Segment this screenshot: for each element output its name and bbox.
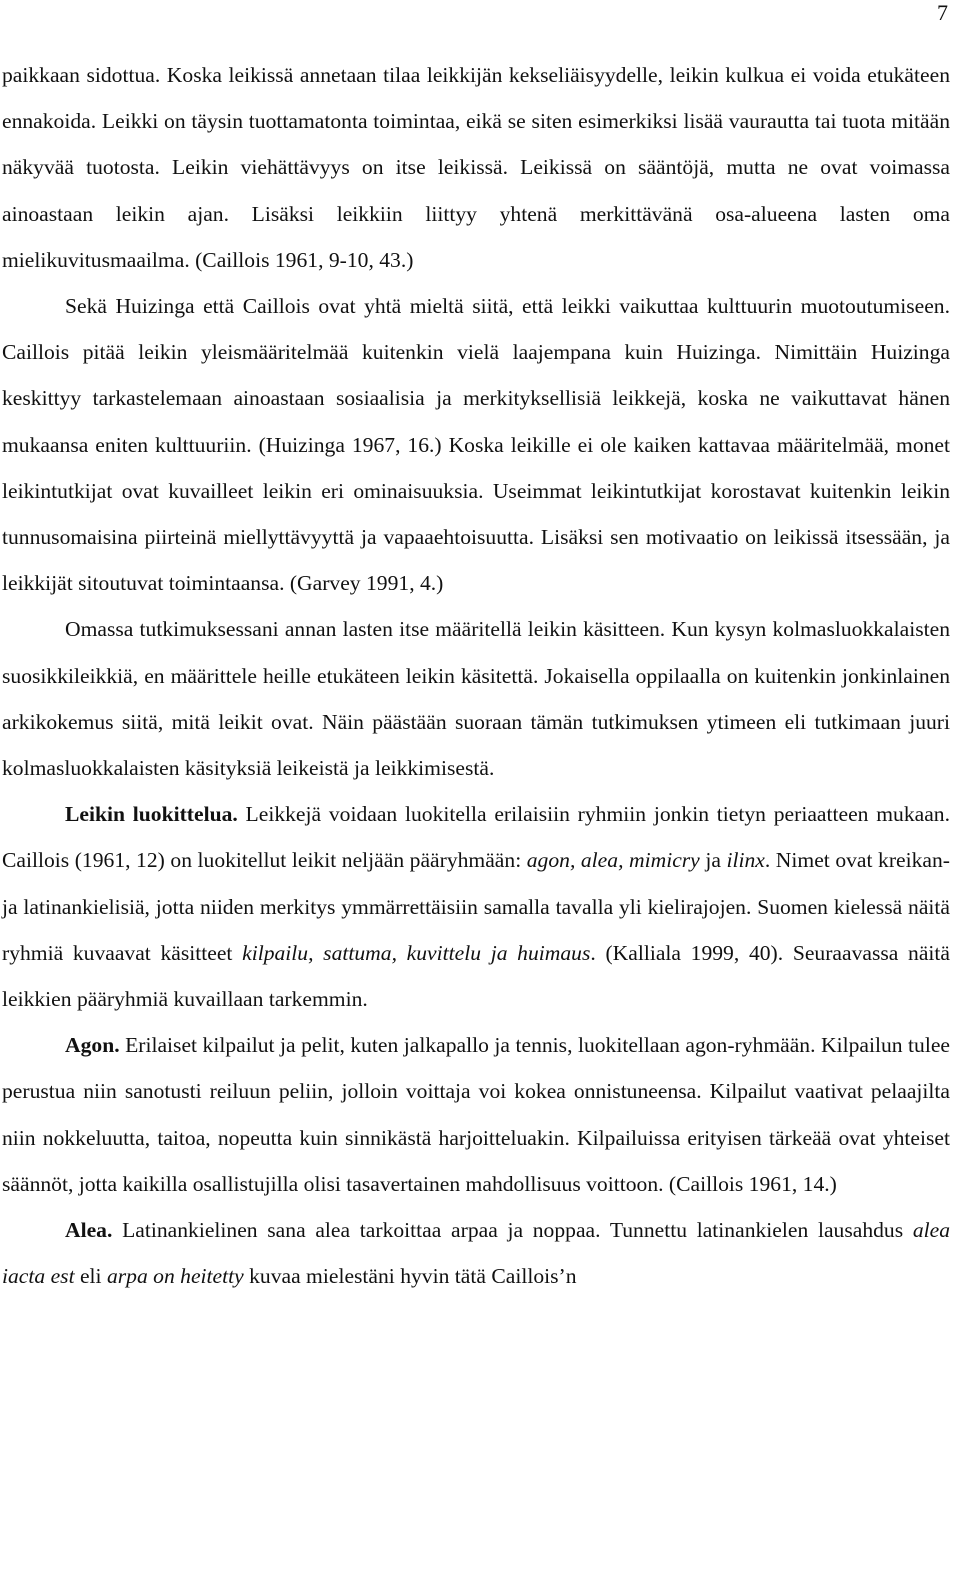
paragraph-p6 [2, 1207, 950, 1299]
section-heading: Alea. [65, 1218, 113, 1243]
paragraph-p2 [2, 283, 950, 606]
italic-term: alea iacta est [2, 1218, 950, 1289]
italic-term: agon, alea, mimicry [526, 848, 700, 873]
text-run: kuvaa mielestäni hyvin tätä Caillois’n [243, 1264, 577, 1289]
text-run: Omassa tutkimuksessani annan lasten itse määritellä leikin käsitteen. Kun kysyn kolmasluokkalaisten suosikkileikkiä, en määrittele heille etukäteen leikin käsitettä. Jokaisella oppilaalla on kuitenkin jonkinlainen arkikokemus siitä, mitä leikit ovat. Näin päästään suoraan tämän tutkimuksen ytimeen eli tutkimaan juuri kolmasluokkalaisten käsityksiä leikeistä ja leikkimisestä. [2, 617, 950, 781]
italic-term: ilinx [726, 848, 765, 873]
text-run: Leikkejä voidaan luokitella erilaisiin ryhmiin jonkin tietyn periaatteen mukaan. Caillois (1961, 12) on luokitellut leikit neljään pääryhmään: [2, 802, 951, 873]
paragraph-p5 [2, 1022, 950, 1207]
text-run: Sekä Huizinga että Caillois ovat yhtä mieltä siitä, että leikki vaikuttaa kulttuurin muotoutumiseen. Caillois pitää leikin yleismääritelmää kuitenkin vielä laajempana kuin Huizinga. Nimittäin Huizinga keskittyy tarkastelemaan ainoastaan sosiaalisia ja merkityksellisiä leikkejä, koska ne vaikuttavat hänen mukaansa eniten kulttuuriin. (Huizinga 1967, 16.) Koska leikille ei ole kaiken kattavaa määritelmää, monet leikintutkijat ovat kuvailleet leikin eri ominaisuuksia. Useimmat leikintutkijat korostavat kuitenkin leikin tunnusomaisina piirteinä miellyttävyyttä ja vapaaehtoisuutta. Lisäksi sen motivaatio on leikissä itsessään, ja leikkijät sitoutuvat toimintaansa. (Garvey 1991, 4.) [2, 294, 950, 596]
section-heading: Agon. [65, 1033, 120, 1058]
text-run: . (Kalliala 1999, 40). Seuraavassa näitä leikkien pääryhmiä kuvaillaan tarkemmin. [2, 940, 950, 1012]
section-heading: Leikin luokittelua. [65, 802, 238, 827]
document-body [2, 52, 950, 1299]
page-number: 7 [937, 0, 948, 25]
paragraph-p3 [2, 606, 950, 791]
italic-term: kilpailu, sattuma, kuvittelu ja huimaus [242, 940, 591, 965]
paragraph-p4 [2, 791, 950, 1022]
paragraph-p1 [2, 52, 950, 283]
text-run: Latinankielinen sana alea tarkoittaa arpaa ja noppaa. Tunnettu latinankielen lausahdus [112, 1218, 913, 1243]
italic-term: arpa on heitetty [106, 1264, 244, 1289]
text-run: . Nimet ovat kreikan- ja latinankielisiä, jotta niiden merkitys ymmärrettäisiin samalla tavalla yli kielirajojen. Suomen kielessä näitä ryhmiä kuvaavat käsitteet [2, 848, 950, 965]
text-run: paikkaan sidottua. Koska leikissä annetaan tilaa leikkijän kekseliäisyydelle, leikin kulkua ei voida etukäteen ennakoida. Leikki on täysin tuottamatonta toimintaa, eikä se siten esimerkiksi lisää vaurautta tai tuota mitään näkyvää tuotosta. Leikin viehättävyys on itse leikissä. Leikissä on sääntöjä, mutta ne ovat voimassa ainoastaan leikin ajan. Lisäksi leikkiin liittyy yhtenä merkittävänä osa-alueena lasten oma mielikuvitusmaailma. (Caillois 1961, 9-10, 43.) [2, 63, 950, 272]
text-run: eli [74, 1264, 107, 1289]
text-run: Erilaiset kilpailut ja pelit, kuten jalkapallo ja tennis, luokitellaan agon-ryhmään. Kilpailun tulee perustua niin sanotusti reiluun peliin, jolloin voittaja voi kokea onnistuneensa. Kilpailut vaativat pelaajilta niin nokkeluutta, taitoa, nopeutta kuin sinnikästä harjoitteluakin. Kilpailuissa erityisen tärkeää ovat yhteiset säännöt, jotta kaikilla osallistujilla olisi tasavertainen mahdollisuus voittoon. (Caillois 1961, 14.) [2, 1033, 950, 1196]
text-run: ja [699, 848, 727, 873]
